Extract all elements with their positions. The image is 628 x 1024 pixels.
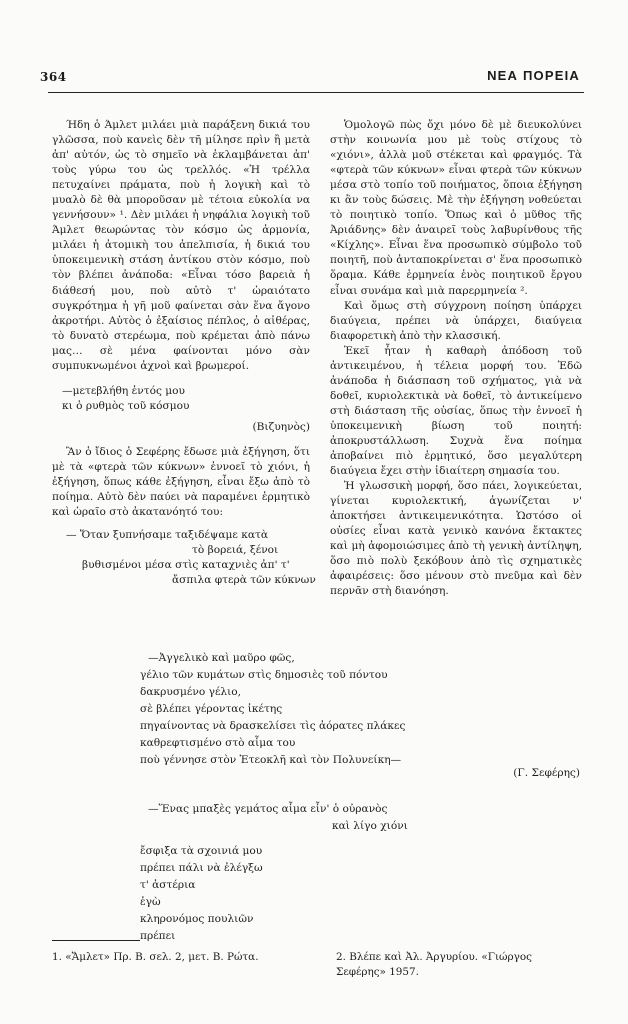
verse-line: —μετεβλήθη ἐντός μου	[62, 384, 185, 397]
poem-line: πρέπει	[140, 930, 176, 942]
footnote-2: 2. Βλέπε καὶ Ἀλ. Ἀργυρίου. «Γιώργος Σεφέρης» 1957.	[336, 951, 532, 978]
running-title: ΝΕΑ ΠΟΡΕΙΑ	[487, 68, 580, 83]
poem-line: γέλιο τῶν κυμάτων στὶς δημοσιὲς τοῦ πόντου	[140, 669, 388, 681]
left-column	[52, 118, 316, 594]
poem-line: πηγαίνοντας νὰ δρασκελίσει τὶς ἀόρατες πλάκες	[140, 720, 406, 732]
poem-line: ἔσφιξα τὰ σχοινιά μου	[140, 845, 263, 857]
verse-line: τὸ βορειά, ξένοι	[192, 544, 279, 557]
poem-excerpt-1	[140, 650, 405, 769]
page-number: 364	[40, 70, 67, 84]
poem-line: κληρονόμος πουλιῶν	[140, 913, 254, 925]
footnote-1: 1. «Ἄμλετ» Πρ. Β. σελ. 2, μετ. Β. Ρώτα.	[52, 951, 259, 963]
footnote-rule	[52, 940, 140, 941]
verse-line: κι ὁ ρυθμὸς τοῦ κόσμου	[62, 399, 190, 412]
header-rule	[48, 92, 584, 93]
poem-line: δακρυσμένο γέλιο,	[140, 686, 242, 698]
verse-line: — Ὅταν ξυπνήσαμε ταξιδέψαμε κατὰ	[66, 529, 269, 542]
poem-line: —Ἕνας μπαξὲς γεμάτος αἷμα εἶν' ὁ οὐρανὸς	[148, 803, 388, 815]
right-paragraph-3: Ἐκεῖ ἦταν ἡ καθαρὴ ἀπόδοση τοῦ ἀντικειμένου, ἡ τέλεια μορφή του. Ἐδῶ ἀνάποδα ἡ διάσπαση τοῦ σχήματος, γιὰ νὰ δοθεῖ, κυριολεκτικὰ νὰ δοθεῖ, τὸ ἀντικείμενο στὴ διάσταση τῆς οὐσίας, ὅπως τὴν ἐννοεῖ ἡ ὑποκειμενικὴ βίωση τοῦ ποιητή: ἀποκρυστάλλωση. Συχνὰ ἕνα ποίημα ἀποβαίνει πιὸ ἑρμητικό, ὅσο μεγαλύτερη διαύγεια ἔχει στὴν ἰδιαίτερη σημασία του.	[330, 344, 582, 478]
left-paragraph-2: Ἂν ὁ ἴδιος ὁ Σεφέρης ἔδωσε μιὰ ἐξήγηση, ὅτι μὲ τὰ «φτερὰ τῶν κύκνων» ἐννοεῖ τὸ χιόνι, ἡ ἐξήγηση, ὅπως κάθε ἐξήγηση, εἶναι ἔξω ἀπὸ τὸ ποίημα. Αὐτὸ δὲν παύει νὰ παραμένει ἑρμητικὸ καὶ ὡραῖο στὸ ἀκατανόητό του:	[52, 445, 310, 519]
right-paragraph-1: Ὁμολογῶ πὼς ὄχι μόνο δὲ μὲ διευκολύνει στὴν κοινωνία μου μὲ τοὺς στίχους τὸ «χιόνι», ἀλλὰ μοῦ στέκεται καὶ φραγμός. Τὰ «φτερὰ τῶν κύκνων» εἶναι φτερὰ τῶν κύκνων μέσα στὸ τοπίο τοῦ ποιήματος, ὅποια ἐξήγηση κι ἂν τοὺς δώσεις. Μὲ τὴν ἐξήγηση νοθεύεται τὸ ποιητικὸ τοπίο. Ὅπως καὶ ὁ μῦθος τῆς Ἀριάδνης» δὲν ἀναιρεῖ τοὺς λαβυρίνθους τῆς «Κίχλης». Εἶναι ἕνα προσωπικὸ σύμβολο τοῦ ποιητῆ, ποὺ ἀνταποκρίνεται σ' ἕνα προσωπικὸ ὅραμα. Κάθε ἑρμηνεία ἑνὸς ποιητικοῦ ἔργου εἶναι συνάμα καὶ μιὰ παρερμηνεία ².	[330, 119, 582, 297]
poem-line: —Ἀγγελικὸ καὶ μαῦρο φῶς,	[148, 652, 295, 664]
poem-excerpt-2	[140, 801, 408, 945]
seferis-quote	[52, 528, 316, 588]
poem-line: ἐγὼ	[140, 896, 161, 908]
poem-line: ποὺ γέννησε στὸν Ἐτεοκλῆ καὶ τὸν Πολυνείκη—	[140, 754, 402, 766]
verse-line: βυθισμένοι μέσα στὶς καταχνιὲς ἀπ' τ'	[82, 559, 290, 572]
quote-attribution: (Βιζυηνὸς)	[252, 420, 310, 433]
poem-line: καθρεφτισμένο στὸ αἷμα του	[140, 737, 296, 749]
verse-line: ἄσπιλα φτερὰ τῶν κύκνων	[172, 574, 316, 587]
vizyinos-quote	[52, 384, 310, 414]
right-paragraph-4: Ἡ γλωσσικὴ μορφή, ὅσο πάει, λογικεύεται, γίνεται κυριολεκτική, ἀγωνίζεται ν' ἀποκτήσει ἀντικειμενικότητα. Ὡστόσο οἱ οὐσίες εἶναι κατὰ γενικὸ κανόνα ἔκτακτες καὶ μὴ ἀφομοιώσιμες ἀπὸ τὴ γενικὴ ἀντίληψη, ὅσο πιὸ πολὺ ξεκόβουν ἀπὸ τὶς σχηματικὲς ἀφαιρέσεις: ὅσο μένουν στὸ πνεῦμα καὶ δὲν περνᾶν στὴ διανόηση.	[330, 480, 582, 598]
right-column	[330, 118, 582, 600]
poem-line: καὶ λίγο χιόνι	[332, 820, 408, 832]
poem-line: τ' ἀστέρια	[140, 879, 196, 891]
right-paragraph-2: Καὶ ὅμως στὴ σύγχρονη ποίηση ὑπάρχει διαύγεια, πρέπει νὰ ὑπάρχει, διαύγεια διαφορετικὴ ἀπὸ τὴν κλασσική.	[330, 299, 582, 342]
poem-line: πρέπει πάλι νὰ ἐλέγξω	[140, 862, 263, 874]
left-paragraph-1: Ήδη ὁ Άμλετ μιλάει μιὰ παράξενη δικιά του γλῶσσα, ποὺ κανεὶς δὲν τῆ μίλησε πρὶν ἢ μετὰ ἀπ' αὐτόν, ὡς τὸ σημεῖο νὰ ἐκλαμβάνεται ἀπ' τοὺς γύρω του ὡς τρελλός. «Ἡ τρέλλα πετυχαίνει πράματα, ποὺ ἡ λογικὴ καὶ τὸ μυαλὸ δὲ θὰ μποροῦσαν μὲ τέτοια εὐκολία να γεννήσουν» ¹. Δὲν μιλάει ἡ νηφάλια λογικὴ τοῦ Άμλετ θεωρώντας τὸν κόσμο ὡς ἁρμονία, μιλάει ἡ ἀτομικὴ του ἀπελπισία, ἡ δικιά του ὑποκειμενικὴ στάση ἀντίκου στὸν κόσμο, ποὺ τὸν βλέπει ἀνάποδα: «Εἶναι τόσο βαρειὰ ἡ διάθεσή μου, ποὺ αὐτὸ τ' ὡραιότατο συγκρότημα ἡ γῆ μοῦ φαίνεται σὰν ἕνα ἄγονο ἀκροτήρι. Αὐτὸς ὁ ἐξαίσιος πέπλος, ὁ αἰθέρας, τὸ δυνατὸ στερέωμα, ποὺ κρέμεται ἀπὸ πάνω μας… σὲ μένα φαίνονται μόνο σὰν συμπυκνωμένοι ἀχνοὶ καὶ βρωμεροί.	[52, 119, 310, 372]
poem-line: σὲ βλέπει γέροντας ἱκέτης	[140, 703, 283, 715]
poem-attribution: (Γ. Σεφέρης)	[513, 767, 580, 779]
